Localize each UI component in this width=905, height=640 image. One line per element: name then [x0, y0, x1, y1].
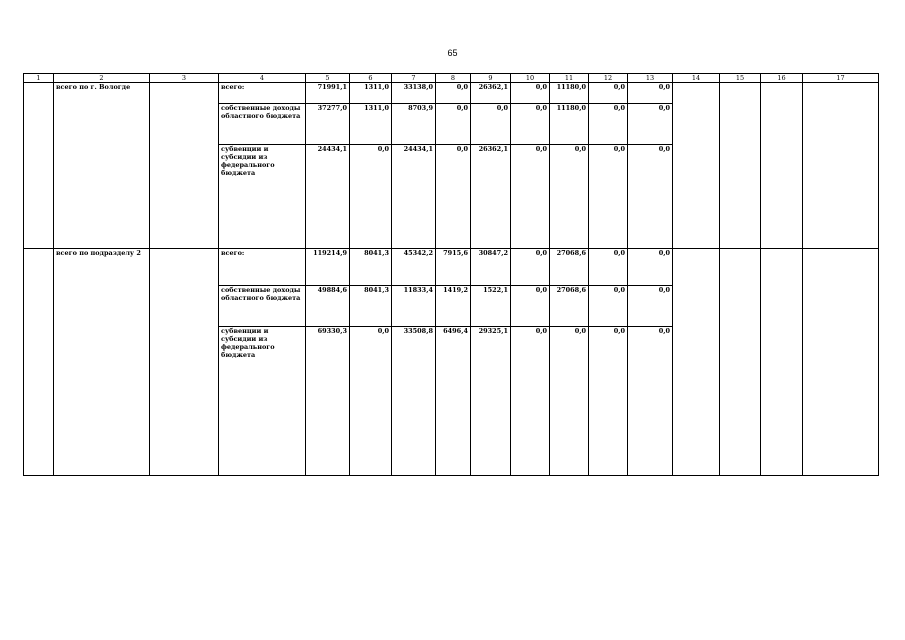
value-cell: 1522,1 [471, 286, 511, 327]
column-header: 13 [628, 74, 673, 83]
value-cell: 11180,0 [550, 104, 589, 145]
value-cell: 49884,6 [306, 286, 350, 327]
column-header: 11 [550, 74, 589, 83]
value-cell: 30847,2 [471, 249, 511, 286]
value-cell: 0,0 [436, 83, 471, 104]
value-cell: 27068,6 [550, 286, 589, 327]
value-cell: 27068,6 [550, 249, 589, 286]
value-cell: 6496,4 [436, 327, 471, 476]
column-header: 7 [392, 74, 436, 83]
column-header: 14 [673, 74, 720, 83]
column-header: 17 [803, 74, 879, 83]
table-cell [761, 249, 803, 476]
section-name: всего по подразделу 2 [54, 249, 150, 476]
row-label: собственные доходы областного бюджета [219, 286, 306, 327]
value-cell: 0,0 [436, 145, 471, 249]
value-cell: 0,0 [511, 145, 550, 249]
value-cell: 0,0 [511, 104, 550, 145]
table-row [24, 249, 879, 286]
column-header: 8 [436, 74, 471, 83]
value-cell: 1311,0 [350, 104, 392, 145]
value-cell: 0,0 [589, 286, 628, 327]
table-cell [24, 249, 54, 476]
budget-table [23, 73, 879, 476]
value-cell: 0,0 [350, 327, 392, 476]
column-header: 12 [589, 74, 628, 83]
column-header: 16 [761, 74, 803, 83]
column-header: 4 [219, 74, 306, 83]
table-cell [150, 249, 219, 476]
value-cell: 33138,0 [392, 83, 436, 104]
value-cell: 24434,1 [306, 145, 350, 249]
value-cell: 0,0 [471, 104, 511, 145]
header-row [24, 74, 879, 83]
table-cell [803, 249, 879, 476]
row-label: субвенции и субсидии из федерального бюджета [219, 327, 306, 476]
value-cell: 37277,0 [306, 104, 350, 145]
value-cell: 71991,1 [306, 83, 350, 104]
row-label: всего: [219, 83, 306, 104]
column-header: 15 [720, 74, 761, 83]
table-cell [24, 83, 54, 249]
value-cell: 0,0 [628, 83, 673, 104]
column-header: 6 [350, 74, 392, 83]
table-cell [720, 249, 761, 476]
value-cell: 26362,1 [471, 145, 511, 249]
value-cell: 0,0 [628, 249, 673, 286]
value-cell: 11180,0 [550, 83, 589, 104]
value-cell: 26362,1 [471, 83, 511, 104]
table-row [24, 83, 879, 104]
value-cell: 29325,1 [471, 327, 511, 476]
value-cell: 0,0 [589, 145, 628, 249]
page-number: 65 [447, 48, 458, 58]
row-label: субвенции и субсидии из федерального бюджета [219, 145, 306, 249]
table-cell [150, 83, 219, 249]
value-cell: 8703,9 [392, 104, 436, 145]
value-cell: 0,0 [511, 286, 550, 327]
value-cell: 24434,1 [392, 145, 436, 249]
table-cell [803, 83, 879, 249]
value-cell: 1311,0 [350, 83, 392, 104]
value-cell: 0,0 [350, 145, 392, 249]
value-cell: 33508,8 [392, 327, 436, 476]
value-cell: 0,0 [550, 145, 589, 249]
value-cell: 0,0 [550, 327, 589, 476]
row-label: собственные доходы областного бюджета [219, 104, 306, 145]
column-header: 1 [24, 74, 54, 83]
table-cell [673, 83, 720, 249]
value-cell: 0,0 [628, 286, 673, 327]
row-label: всего: [219, 249, 306, 286]
table-cell [673, 249, 720, 476]
column-header: 9 [471, 74, 511, 83]
value-cell: 0,0 [511, 83, 550, 104]
value-cell: 7915,6 [436, 249, 471, 286]
column-header: 3 [150, 74, 219, 83]
value-cell: 45342,2 [392, 249, 436, 286]
value-cell: 0,0 [628, 104, 673, 145]
value-cell: 0,0 [628, 327, 673, 476]
column-header: 5 [306, 74, 350, 83]
table-cell [720, 83, 761, 249]
value-cell: 0,0 [589, 249, 628, 286]
value-cell: 8041,3 [350, 249, 392, 286]
value-cell: 0,0 [589, 104, 628, 145]
value-cell: 69330,3 [306, 327, 350, 476]
value-cell: 0,0 [511, 327, 550, 476]
value-cell: 11833,4 [392, 286, 436, 327]
table-cell [761, 83, 803, 249]
value-cell: 0,0 [628, 145, 673, 249]
section-name: всего по г. Вологде [54, 83, 150, 249]
column-header: 2 [54, 74, 150, 83]
column-header: 10 [511, 74, 550, 83]
value-cell: 0,0 [511, 249, 550, 286]
value-cell: 119214,9 [306, 249, 350, 286]
value-cell: 8041,3 [350, 286, 392, 327]
value-cell: 1419,2 [436, 286, 471, 327]
value-cell: 0,0 [436, 104, 471, 145]
value-cell: 0,0 [589, 83, 628, 104]
value-cell: 0,0 [589, 327, 628, 476]
